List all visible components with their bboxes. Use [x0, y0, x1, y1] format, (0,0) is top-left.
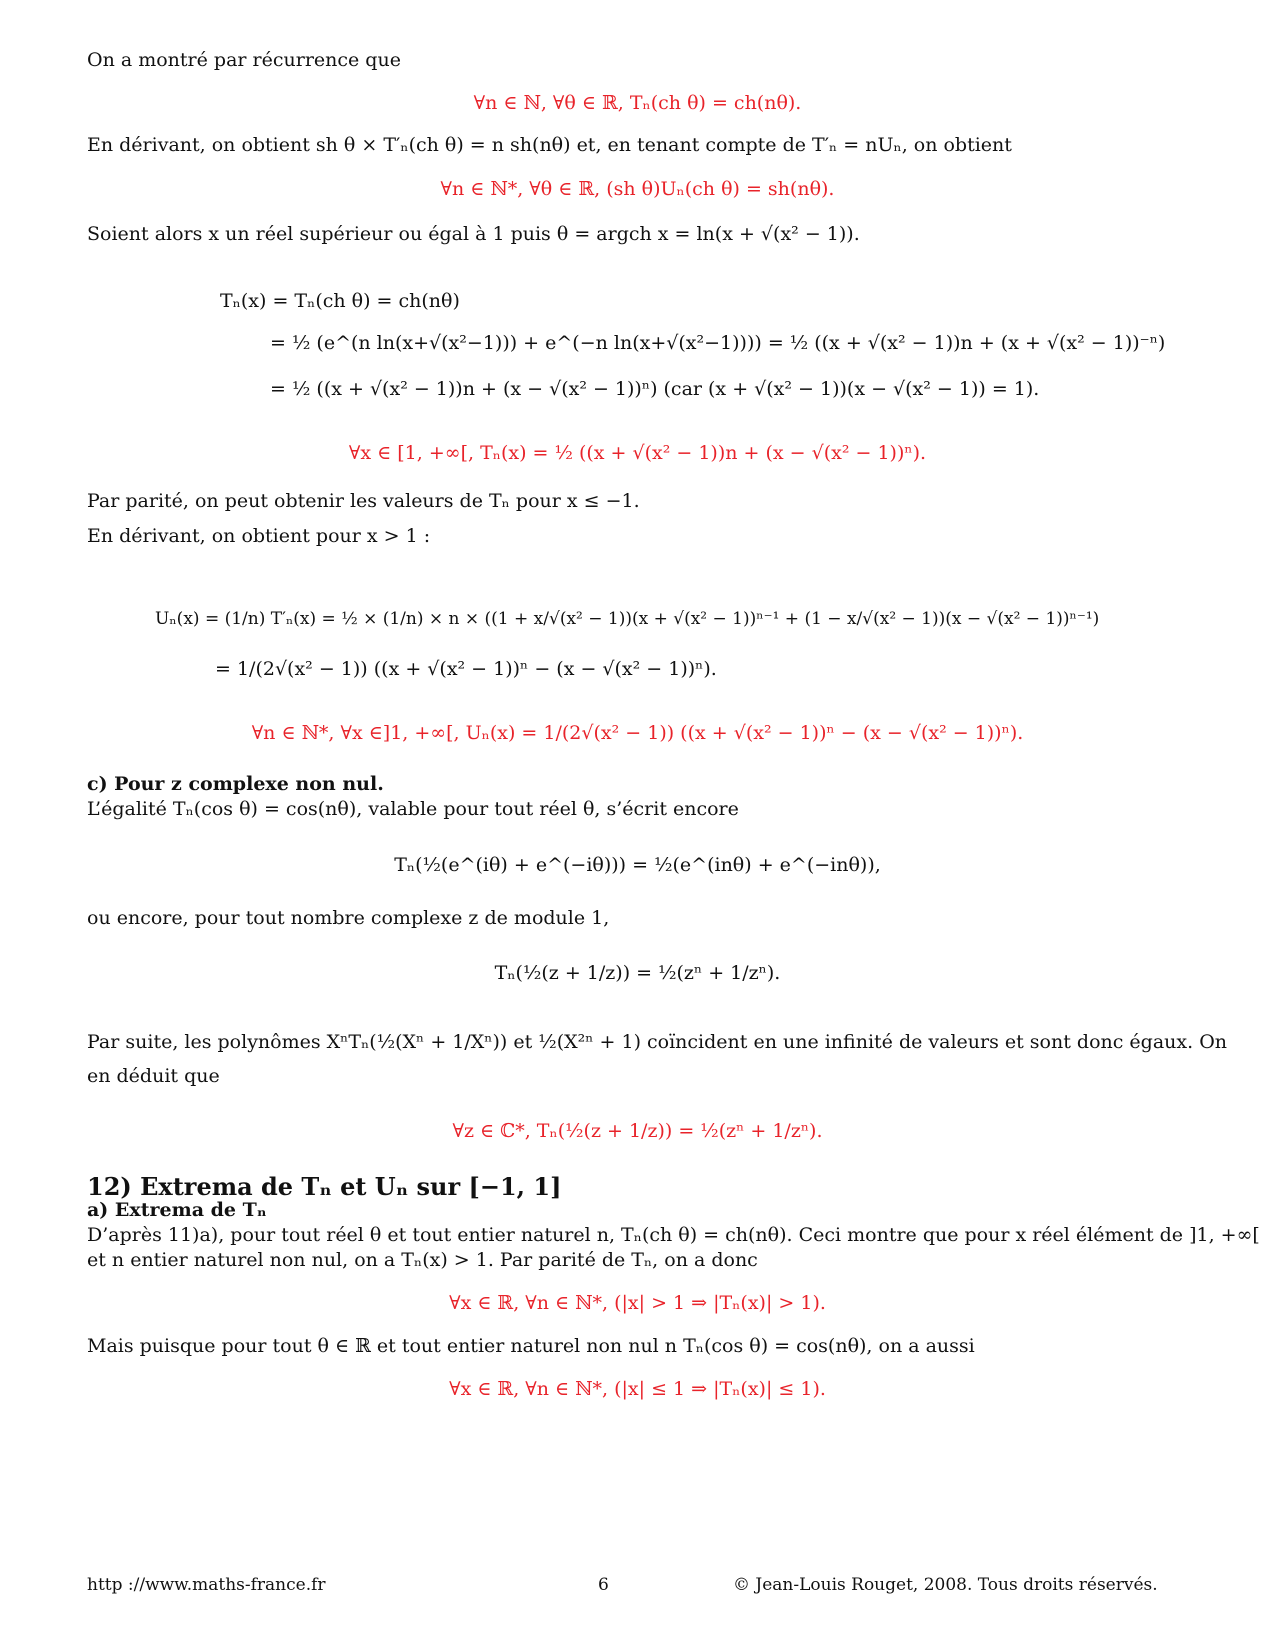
polynomials-text-1: Par suite, les polynômes XⁿTₙ(½(Xⁿ + 1/Xⁿ)) et ½(X²ⁿ + 1) coïncident en une infinité de valeurs et sont donc égaux. On — [87, 1031, 1228, 1053]
footer-url: http ://www.maths-france.fr — [87, 1575, 326, 1595]
eq-z: Tₙ(½(z + 1/z)) = ½(zⁿ + 1/zⁿ). — [494, 962, 781, 984]
module-text: ou encore, pour tout nombre complexe z de module 1, — [87, 907, 610, 929]
intro-text: On a montré par récurrence que — [87, 49, 401, 71]
calc-t-line-3: = ½ ((x + √(x² − 1))n + (x − √(x² − 1))ⁿ) (car (x + √(x² − 1))(x − √(x² − 1)) = 1). — [270, 378, 1040, 400]
parity-text: Par parité, on peut obtenir les valeurs de Tₙ pour x ≤ −1. — [87, 490, 640, 512]
result-u: ∀n ∈ ℕ*, ∀x ∈]1, +∞[, Uₙ(x) = 1/(2√(x² − 1)) ((x + √(x² − 1))ⁿ − (x − √(x² − 1))ⁿ). — [251, 722, 1024, 744]
calc-t-line-2: = ½ (e^(n ln(x+√(x²−1))) + e^(−n ln(x+√(x²−1)))) = ½ ((x + √(x² − 1))n + (x + √(x² − 1))⁻ⁿ) — [270, 332, 1166, 354]
cos-text-2: Mais puisque pour tout θ ∈ ℝ et tout entier naturel non nul n Tₙ(cos θ) = cos(nθ), on a aussi — [87, 1335, 975, 1357]
let-x-text: Soient alors x un réel supérieur ou égal à 1 puis θ = argch x = ln(x + √(x² − 1)). — [87, 223, 860, 245]
derivation-text: En dérivant, on obtient sh θ × T′ₙ(ch θ) = n sh(nθ) et, en tenant compte de T′ₙ = nUₙ, on obtient — [87, 134, 1012, 156]
result-le: ∀x ∈ ℝ, ∀n ∈ ℕ*, (|x| ≤ 1 ⇒ |Tₙ(x)| ≤ 1). — [449, 1378, 826, 1400]
page-number: 6 — [598, 1575, 609, 1595]
eq-exp: Tₙ(½(e^(iθ) + e^(−iθ))) = ½(e^(inθ) + e^(−inθ)), — [394, 854, 881, 876]
section-c-title: c) Pour z complexe non nul. — [87, 773, 384, 795]
derivation-text-2: En dérivant, on obtient pour x > 1 : — [87, 525, 431, 547]
section-12-title: 12) Extrema de Tₙ et Uₙ sur [−1, 1] — [87, 1172, 562, 1201]
result-z: ∀z ∈ ℂ*, Tₙ(½(z + 1/z)) = ½(zⁿ + 1/zⁿ). — [452, 1120, 823, 1142]
result-gt: ∀x ∈ ℝ, ∀n ∈ ℕ*, (|x| > 1 ⇒ |Tₙ(x)| > 1). — [449, 1292, 826, 1314]
section-a-title: a) Extrema de Tₙ — [87, 1199, 267, 1221]
calc-t-line-1: Tₙ(x) = Tₙ(ch θ) = ch(nθ) — [220, 290, 460, 312]
cos-text: L’égalité Tₙ(cos θ) = cos(nθ), valable pour tout réel θ, s’écrit encore — [87, 798, 739, 820]
footer-copyright: © Jean-Louis Rouget, 2008. Tous droits réservés. — [733, 1575, 1158, 1595]
calc-u-line-1: Uₙ(x) = (1/n) T′ₙ(x) = ½ × (1/n) × n × ((1 + x/√(x² − 1))(x + √(x² − 1))ⁿ⁻¹ + (1 − x/√(x² − 1))(x − √(x² − 1))ⁿ⁻¹) — [155, 609, 1100, 629]
result-t: ∀x ∈ [1, +∞[, Tₙ(x) = ½ ((x + √(x² − 1))n + (x − √(x² − 1))ⁿ). — [348, 442, 927, 464]
extrema-text-2: et n entier naturel non nul, on a Tₙ(x) > 1. Par parité de Tₙ, on a donc — [87, 1249, 758, 1271]
extrema-text-1: D’après 11)a), pour tout réel θ et tout entier naturel n, Tₙ(ch θ) = ch(nθ). Ceci montre que pour x réel élément de ]1, +∞[ — [87, 1224, 1260, 1246]
result-sh: ∀n ∈ ℕ*, ∀θ ∈ ℝ, (sh θ)Uₙ(ch θ) = sh(nθ). — [440, 178, 835, 200]
calc-u-line-2: = 1/(2√(x² − 1)) ((x + √(x² − 1))ⁿ − (x − √(x² − 1))ⁿ). — [215, 658, 717, 680]
polynomials-text-2: en déduit que — [87, 1065, 220, 1087]
result-ch: ∀n ∈ ℕ, ∀θ ∈ ℝ, Tₙ(ch θ) = ch(nθ). — [473, 92, 802, 114]
